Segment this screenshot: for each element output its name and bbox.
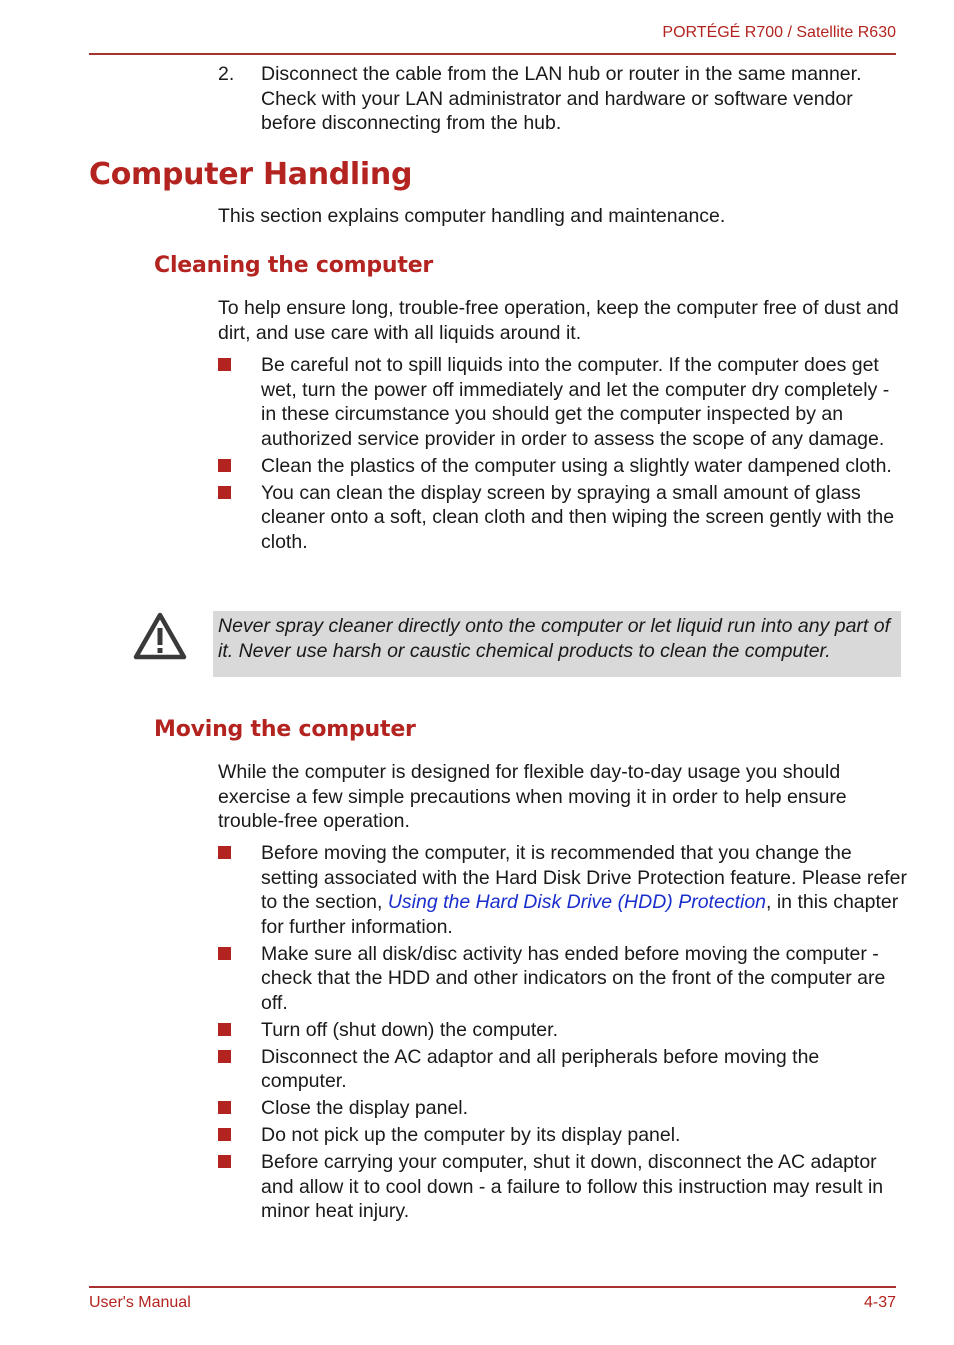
cleaning-intro: To help ensure long, trouble-free operation, keep the computer free of dust and dirt, and use care with all liquids around it. [218, 297, 899, 344]
bullet-text: Disconnect the AC adaptor and all peripherals before moving the computer. [261, 1045, 820, 1092]
warning-triangle-icon [133, 612, 187, 660]
bullet-square [218, 1023, 231, 1036]
bullet-square [218, 358, 231, 371]
bullet-text-post: , in this chapter for further information. [261, 891, 899, 938]
bullet-text: Clean the plastics of the computer using a slightly water dampened cloth. [261, 454, 892, 477]
list-item-text: Disconnect the cable from the LAN hub or router in the same manner. Check with your LAN administrator and hardware or software vendor before disconnecting from the hub. [261, 63, 862, 134]
list-item [218, 1018, 908, 1043]
bullet-text: Do not pick up the computer by its display panel. [261, 1124, 681, 1146]
bullet-text: Close the display panel. [261, 1097, 469, 1119]
bullet-square [218, 846, 231, 859]
page-number: 4-37 [863, 1294, 896, 1311]
list-item [218, 1150, 908, 1224]
section-intro: This section explains computer handling and maintenance. [218, 205, 726, 227]
footer-rule [89, 1286, 896, 1288]
subsection-heading-cleaning: Cleaning the computer [154, 253, 434, 278]
bullet-square [218, 459, 231, 472]
list-item [218, 353, 908, 451]
list-item [218, 1123, 908, 1148]
warning-text: Never spray cleaner directly onto the computer or let liquid run into any part of it. Never use harsh or caustic chemical products to clean the computer. [218, 615, 891, 662]
bullet-text: Make sure all disk/disc activity has ended before moving the computer - check that the HDD and other indicators on the front of the computer are off. [261, 942, 886, 1014]
cleaning-bullet-list [218, 353, 908, 557]
subsection-heading-moving: Moving the computer [154, 717, 416, 742]
footer-manual-name: User's Manual [89, 1294, 191, 1311]
bullet-square [218, 1101, 231, 1114]
warning-note-box [213, 611, 901, 677]
bullet-text-pre: Before moving the computer, it is recommended that you change the setting associated with the Hard Disk Drive Protection feature. Please refer to the section, [261, 842, 907, 913]
numbered-list-item [218, 62, 908, 136]
bullet-text: Turn off (shut down) the computer. [261, 1018, 558, 1041]
list-item [218, 942, 908, 1016]
running-header: PORTÉGÉ R700 / Satellite R630 [662, 24, 896, 41]
list-item [218, 481, 908, 555]
list-item [218, 1045, 908, 1094]
list-number: 2. [218, 63, 235, 85]
header-rule [89, 53, 896, 55]
bullet-text: Before carrying your computer, shut it down, disconnect the AC adaptor and allow it to cool down - a failure to follow this instruction may result in minor heat injury. [261, 1151, 884, 1222]
hdd-protection-link[interactable]: Using the Hard Disk Drive (HDD) Protection [387, 891, 767, 913]
list-item [218, 1096, 908, 1121]
bullet-square [218, 486, 231, 499]
bullet-square [218, 1155, 231, 1168]
list-item [218, 841, 908, 939]
bullet-square [218, 947, 231, 960]
bullet-square [218, 1050, 231, 1063]
moving-intro: While the computer is designed for flexible day-to-day usage you should exercise a few simple precautions when moving it in order to help ensure trouble-free operation. [218, 761, 847, 832]
section-heading: Computer Handling [89, 157, 413, 192]
bullet-text: You can clean the display screen by spraying a small amount of glass cleaner onto a soft, clean cloth and then wiping the screen gently with the cloth. [261, 481, 895, 553]
bullet-text: Be careful not to spill liquids into the computer. If the computer does get wet, turn the power off immediately and let the computer dry completely - in these circumstance you should get the computer inspected by an authorized service provider in order to assess the scope of any damage. [261, 354, 890, 450]
bullet-square [218, 1128, 231, 1141]
moving-bullet-list [218, 841, 908, 1226]
list-item [218, 454, 908, 479]
